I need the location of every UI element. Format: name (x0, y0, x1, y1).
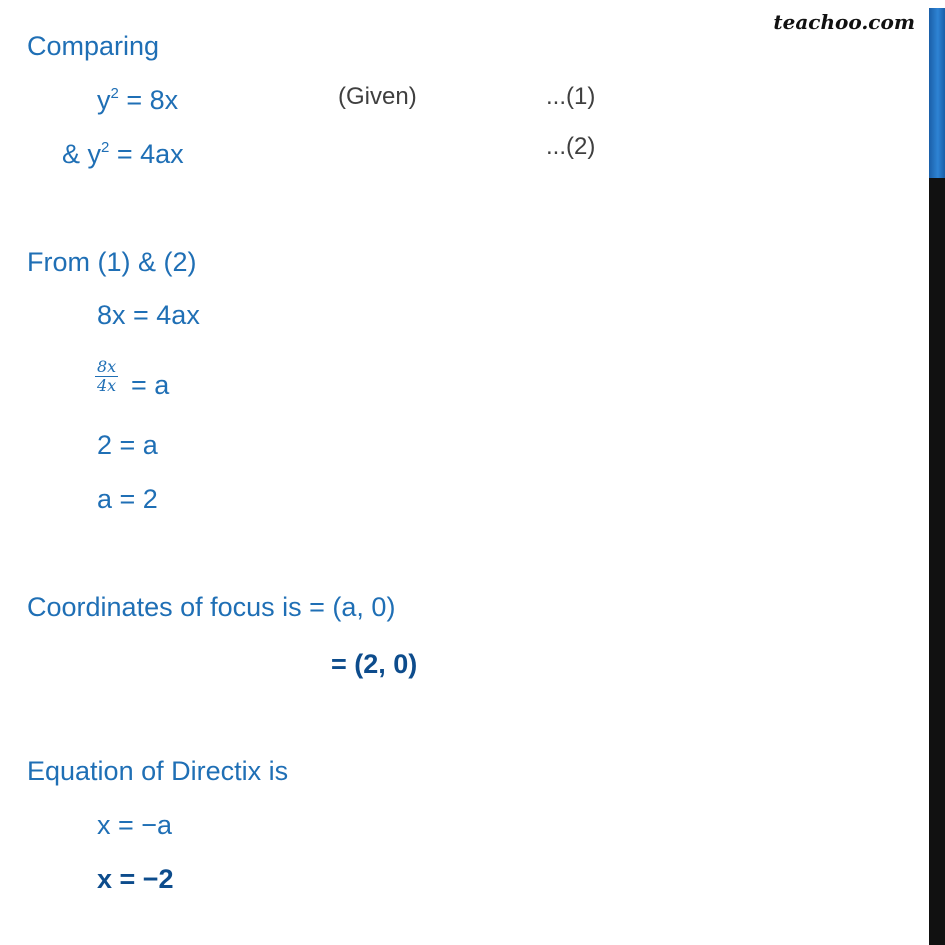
equation-1-exponent: 2 (110, 85, 119, 102)
from-step-4: a = 2 (97, 484, 158, 514)
fraction-numerator: 8x (97, 357, 117, 376)
equation-2-reference: ...(2) (546, 133, 596, 160)
from-heading: From (1) & (2) (27, 247, 197, 277)
equation-2-lhs: & y (62, 139, 102, 169)
equation-2-exponent: 2 (101, 139, 110, 156)
directrix-answer: x = −2 (97, 864, 174, 894)
from-step-3: 2 = a (97, 430, 158, 460)
scrollbar-thumb[interactable] (929, 0, 945, 178)
fraction-rhs: = a (131, 370, 170, 400)
directrix-heading: Equation of Directix is (27, 756, 289, 786)
from-step-1: 8x = 4ax (97, 300, 200, 330)
equation-1-lhs: y (97, 85, 111, 115)
teachoo-logo: teachoo.com (773, 10, 915, 34)
equation-1 (97, 87, 178, 114)
equation-1-reference: ...(1) (546, 83, 596, 110)
fraction-denominator: 4x (97, 376, 117, 395)
comparing-heading: Comparing (27, 31, 160, 61)
equation-1-rhs: = 8x (118, 85, 179, 115)
fraction-8x-over-4x (95, 358, 118, 395)
focus-heading: Coordinates of focus is = (a, 0) (27, 592, 396, 622)
equation-1-note: (Given) (338, 83, 417, 110)
directrix-step-1: x = −a (97, 810, 173, 840)
focus-answer: = (2, 0) (331, 649, 418, 679)
scrollbar[interactable] (929, 0, 945, 945)
equation-2 (62, 141, 184, 168)
equation-2-rhs: = 4ax (109, 139, 184, 169)
